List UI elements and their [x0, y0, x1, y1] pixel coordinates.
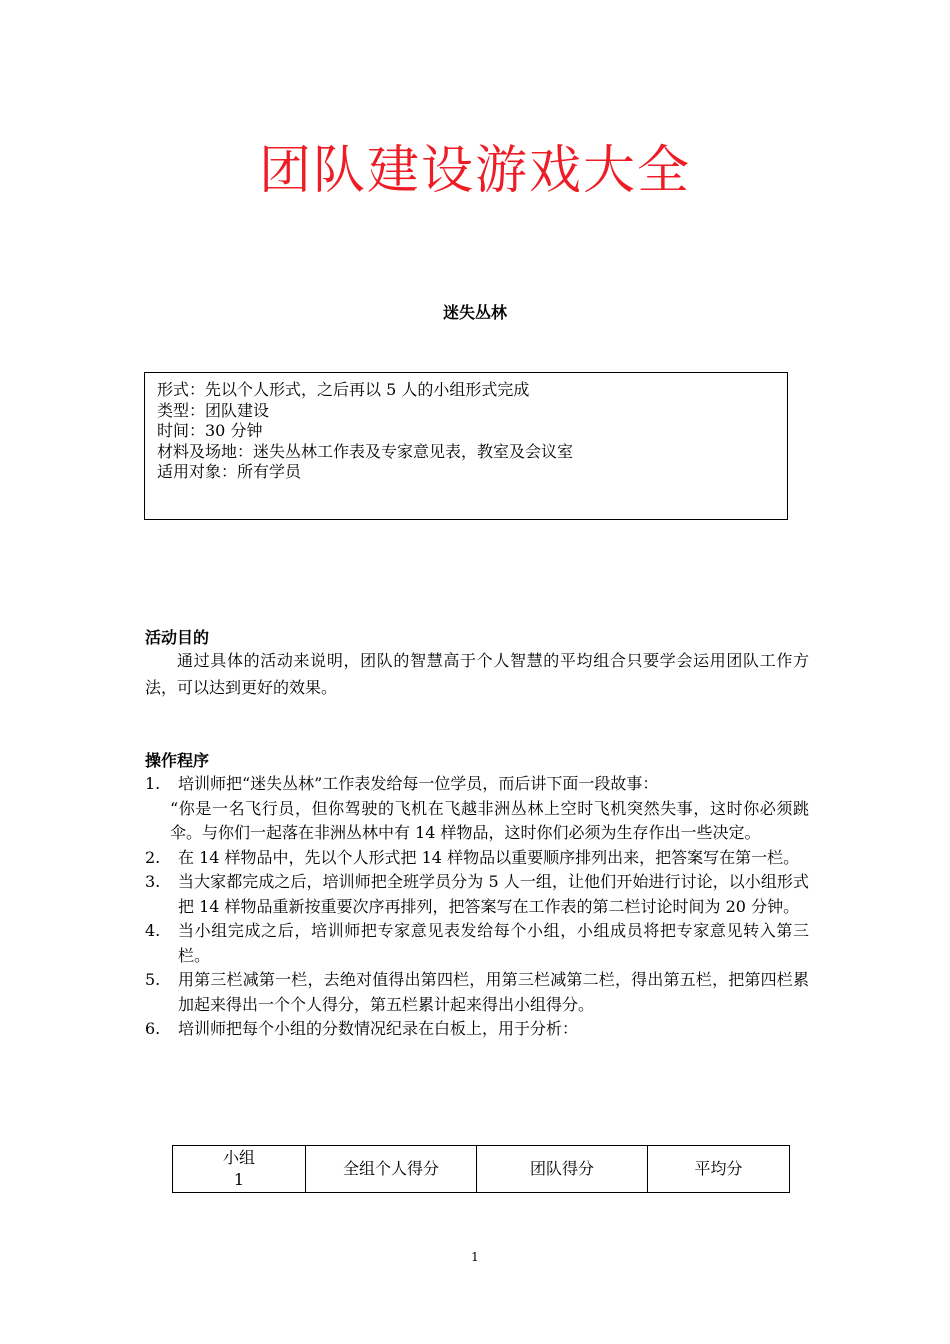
table-group-number: 1 — [233, 1170, 245, 1189]
step-text: 当小组完成之后，培训师把专家意见表发给每个小组，小组成员将把专家意见转入第三栏。 — [178, 921, 809, 965]
step-text: 当大家都完成之后，培训师把全班学员分为 5 人一组，让他们开始进行讨论，以小组形式把 14 样物品重新按重要次序再排列，把答案写在工作表的第二栏讨论时间为 20 分钟。 — [178, 872, 809, 916]
info-form: 形式：先以个人形式，之后再以 5 人的小组形式完成 — [157, 380, 530, 399]
step-item — [145, 968, 809, 1017]
step-item — [145, 846, 809, 871]
main-title: 团队建设游戏大全 — [258, 141, 691, 201]
purpose-text: 通过具体的活动来说明，团队的智慧高于个人智慧的平均组合只要学会运用团队工作方法，可以达到更好的效果。 — [145, 651, 809, 697]
purpose-heading: 活动目的 — [145, 628, 210, 647]
step-number: 4. — [145, 921, 161, 940]
info-audience: 适用对象：所有学员 — [157, 462, 302, 481]
step-number: 6. — [145, 1019, 161, 1038]
step-number: 2. — [145, 847, 161, 867]
step-item — [145, 772, 809, 846]
step-number: 3. — [145, 872, 161, 891]
table-header-group: 小组 — [222, 1148, 255, 1167]
step-item — [145, 1017, 809, 1042]
game-title: 迷失丛林 — [442, 303, 507, 322]
step-text: 在 14 样物品中，先以个人形式把 14 样物品以重要顺序排列出来，把答案写在第一栏。 — [178, 847, 800, 867]
step-text: 培训师把“迷失丛林”工作表发给每一位学员，而后讲下面一段故事： — [178, 774, 659, 793]
page-number: 1 — [471, 1250, 479, 1264]
table-header-average: 平均分 — [648, 1146, 790, 1193]
game-info-box — [144, 372, 788, 520]
info-type: 类型：团队建设 — [157, 400, 270, 420]
step-item — [145, 870, 809, 919]
table-cell-group — [173, 1146, 306, 1193]
step-text: 培训师把每个小组的分数情况纪录在白板上，用于分析： — [178, 1019, 579, 1038]
score-table — [172, 1145, 790, 1193]
table-header-team-score: 团队得分 — [477, 1146, 648, 1193]
step-number: 1. — [145, 774, 161, 793]
info-materials: 材料及场地：迷失丛林工作表及专家意见表，教室及会议室 — [157, 441, 574, 461]
table-header-individual-score: 全组个人得分 — [306, 1146, 477, 1193]
info-time: 时间：30 分钟 — [157, 421, 263, 440]
step-number: 5. — [145, 970, 161, 989]
table-row — [173, 1146, 790, 1193]
procedure-steps — [145, 772, 809, 1042]
step-quote: “你是一名飞行员，但你驾驶的飞机在飞越非洲丛林上空时飞机突然失事，这时你必须跳伞。与你们一起落在非洲丛林中有 14 样物品，这时你们必须为生存作出一些决定。 — [170, 798, 809, 842]
procedure-heading: 操作程序 — [145, 751, 210, 770]
step-text: 用第三栏减第一栏，去绝对值得出第四栏，用第三栏减第二栏，得出第五栏，把第四栏累加起来得出一个个人得分，第五栏累计起来得出小组得分。 — [178, 970, 809, 1014]
step-item — [145, 919, 809, 968]
